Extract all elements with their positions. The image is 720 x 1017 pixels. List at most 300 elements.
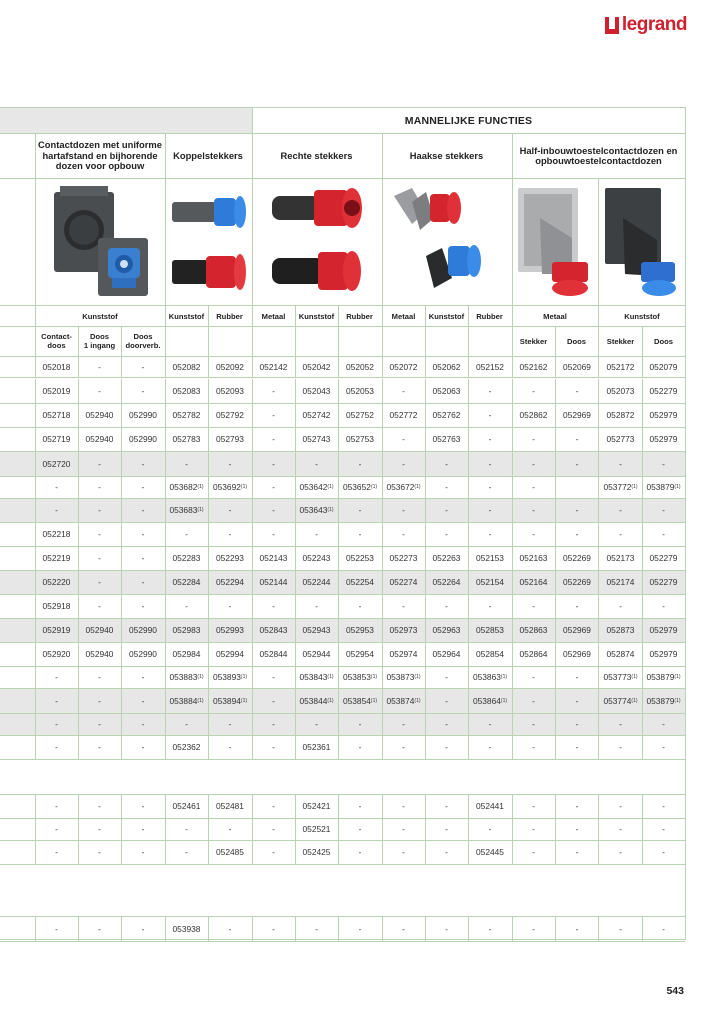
table-cell: 052019: [42, 386, 71, 396]
table-cell: -: [488, 482, 492, 492]
table-cell: 052092: [216, 361, 244, 372]
table-cell: -: [98, 742, 101, 752]
table-cell: -: [141, 386, 145, 396]
material-kunststof-recht: Kunststof: [298, 311, 335, 321]
table-cell: -: [98, 601, 101, 611]
table-cell: 053772 (1): [603, 482, 638, 492]
table-cell: -: [402, 719, 405, 729]
table-cell: -: [662, 801, 665, 811]
table-cell: 052843: [259, 625, 288, 635]
grid-column-line: [512, 326, 513, 356]
table-cell: -: [315, 458, 318, 469]
table-cell: -: [141, 458, 145, 469]
table-cell: -: [272, 529, 275, 539]
table-cell: -: [358, 505, 362, 515]
table-cell: 052844: [259, 649, 288, 659]
table-cell: -: [488, 505, 492, 515]
table-cell: -: [272, 923, 275, 934]
table-cell: 052279: [649, 577, 678, 587]
grid-column-line: [382, 133, 383, 306]
table-cell: 052793: [216, 434, 244, 444]
table-cell: -: [445, 847, 448, 857]
table-cell: -: [532, 386, 535, 396]
image-rechte-stekkers: [252, 178, 381, 305]
grid-column-line: [252, 305, 253, 326]
table-cell: -: [619, 742, 622, 752]
table-cell: 052983: [172, 625, 201, 635]
table-cell: -: [272, 695, 275, 706]
table-cell: -: [488, 923, 492, 934]
table-cell: -: [575, 719, 579, 729]
table-cell: -: [575, 801, 579, 811]
table-cell: -: [55, 719, 58, 729]
table-cell: 052425: [302, 847, 331, 857]
material-metaal-recht: Metaal: [261, 311, 286, 321]
table-cell: 052969: [563, 649, 591, 659]
grid-column-line: [208, 326, 209, 356]
table-cell: 053879 (1): [646, 482, 681, 492]
grid-row-line: [0, 941, 685, 942]
table-cell: 052162: [519, 361, 548, 372]
grid-column-line: [165, 305, 166, 326]
table-cell: -: [488, 410, 492, 420]
table-cell: 053844 (1): [299, 695, 334, 706]
material-kunststof-inbouw: Kunststof: [624, 311, 660, 321]
table-cell: 053894 (1): [212, 695, 248, 706]
table-cell: 052154: [476, 577, 504, 587]
table-cell: 053863 (1): [472, 672, 508, 682]
table-cell: 053879 (1): [646, 672, 681, 682]
table-cell: -: [228, 824, 232, 834]
table-cell: 052273: [389, 553, 418, 563]
table-cell: 052253: [346, 553, 374, 563]
grid-column-line: [468, 305, 469, 326]
grid-column-line: [338, 326, 339, 356]
table-cell: -: [272, 386, 275, 396]
table-cell: -: [358, 824, 362, 834]
image-half-inbouw-metaal: [512, 178, 598, 305]
table-cell: -: [532, 719, 535, 729]
table-cell: 052969: [563, 410, 591, 420]
table-cell: 052742: [302, 410, 331, 420]
table-cell: 052269: [563, 577, 591, 587]
table-cell: -: [272, 742, 275, 752]
table-cell: -: [185, 529, 188, 539]
table-cell: 053642 (1): [299, 482, 334, 492]
material-kunststof-contactdozen: Kunststof: [82, 311, 118, 321]
table-cell: 052944: [302, 649, 331, 659]
table-cell: -: [228, 719, 232, 729]
table-cell: -: [141, 505, 145, 515]
table-cell: 053884 (1): [169, 695, 204, 706]
table-cell: 052864: [519, 649, 548, 659]
table-cell: -: [272, 482, 275, 492]
table-cell: -: [575, 434, 579, 444]
grid-column-line: [468, 326, 469, 356]
table-cell: 052174: [606, 577, 635, 587]
table-cell: 052264: [432, 577, 461, 587]
table-cell: [555, 476, 599, 498]
image-haakse-stekkers: [382, 178, 511, 305]
table-cell: -: [141, 553, 145, 563]
table-cell: -: [532, 434, 535, 444]
group-header-rechte-stekkers: Rechte stekkers: [280, 149, 353, 161]
table-cell: -: [228, 505, 232, 515]
table-cell: 052953: [346, 625, 374, 635]
table-cell: -: [272, 601, 275, 611]
table-cell: -: [272, 824, 275, 834]
table-cell: 052069: [563, 361, 591, 372]
table-cell: 053682 (1): [169, 482, 204, 492]
table-cell: 052485: [216, 847, 244, 857]
table-cell: 052082: [172, 361, 201, 372]
table-cell: -: [619, 601, 622, 611]
table-cell: -: [272, 434, 275, 444]
table-cell: 053672 (1): [386, 482, 421, 492]
table-cell: -: [98, 923, 101, 934]
table-cell: -: [445, 601, 448, 611]
table-cell: -: [272, 672, 275, 682]
table-cell: 052279: [649, 386, 678, 396]
table-cell: 053683 (1): [169, 505, 204, 515]
table-cell: -: [402, 529, 405, 539]
table-cell: -: [402, 824, 405, 834]
table-cell: 052062: [432, 361, 461, 372]
table-cell: -: [98, 482, 101, 492]
table-cell: 053883 (1): [169, 672, 204, 682]
table-cell: -: [358, 847, 362, 857]
table-cell: -: [532, 695, 535, 706]
legrand-logo: [605, 14, 687, 36]
table-cell: -: [575, 923, 579, 934]
table-cell: -: [315, 529, 318, 539]
table-cell: -: [402, 458, 405, 469]
grid-row-line: [0, 759, 685, 760]
table-cell: 052153: [476, 553, 504, 563]
table-cell: -: [315, 923, 318, 934]
table-cell: 052920: [42, 649, 71, 659]
table-cell: 053879 (1): [646, 695, 681, 706]
table-cell: -: [445, 529, 448, 539]
table-cell: 053874 (1): [386, 695, 421, 706]
table-cell: 052954: [346, 649, 374, 659]
table-cell: -: [402, 801, 405, 811]
legrand-logo-mark: [605, 17, 619, 34]
table-cell: 052052: [346, 361, 374, 372]
table-cell: -: [185, 458, 188, 469]
table-cell: -: [141, 361, 145, 372]
table-cell: 052979: [649, 434, 678, 444]
table-cell: -: [358, 601, 362, 611]
table-cell: 052990: [129, 649, 157, 659]
table-cell: 052421: [302, 801, 331, 811]
table-cell: 052173: [606, 553, 635, 563]
table-cell: -: [619, 505, 622, 515]
subheader-contactdoos: Contact- doos: [41, 332, 72, 350]
table-cell: -: [532, 824, 535, 834]
table-cell: -: [575, 458, 579, 469]
table-cell: -: [619, 824, 622, 834]
grid-column-line: [252, 108, 253, 134]
grid-column-line: [598, 305, 599, 326]
material-kunststof-koppel: Kunststof: [168, 311, 205, 321]
table-cell: 052919: [42, 625, 71, 635]
table-cell: -: [55, 923, 58, 934]
grid-row-line: [0, 377, 685, 378]
table-cell: 052143: [259, 553, 288, 563]
table-cell: -: [662, 529, 665, 539]
grid-column-line: [78, 326, 79, 356]
material-metaal-inbouw: Metaal: [543, 311, 567, 321]
table-cell: 052072: [389, 361, 418, 372]
table-cell: 052979: [649, 649, 678, 659]
table-cell: -: [98, 801, 101, 811]
table-cell: 052874: [606, 649, 635, 659]
table-cell: -: [272, 719, 275, 729]
table-cell: 052293: [216, 553, 244, 563]
table-cell: 052219: [42, 553, 71, 563]
table-cell: -: [98, 553, 101, 563]
table-cell: 052093: [216, 386, 244, 396]
table-cell: 052990: [129, 410, 157, 420]
table-cell: 052940: [85, 434, 114, 444]
subheader-doos-metaal: Doos: [567, 336, 586, 346]
table-cell: -: [185, 824, 188, 834]
subheader-doos-doorverb: Doos doorverb.: [125, 332, 161, 350]
grid-column-line: [165, 133, 166, 306]
table-cell: 052990: [129, 434, 157, 444]
table-cell: -: [532, 458, 535, 469]
table-cell: -: [488, 386, 492, 396]
row-shading: [0, 108, 252, 134]
product-reference-table: [0, 107, 686, 940]
table-cell: -: [445, 923, 448, 934]
table-cell: -: [532, 742, 535, 752]
table-cell: 052940: [85, 625, 114, 635]
table-cell: 052220: [42, 577, 71, 587]
table-cell: 052772: [389, 410, 418, 420]
table-cell: 052218: [42, 529, 71, 539]
material-rubber-recht: Rubber: [346, 311, 373, 321]
table-cell: 052284: [172, 577, 201, 587]
table-cell: -: [98, 695, 101, 706]
table-cell: -: [619, 529, 622, 539]
table-cell: -: [575, 672, 579, 682]
table-cell: -: [445, 719, 448, 729]
table-cell: -: [185, 719, 188, 729]
table-cell: -: [662, 824, 665, 834]
table-cell: -: [55, 801, 58, 811]
grid-column-line: [555, 326, 556, 356]
table-cell: 053864 (1): [472, 695, 508, 706]
grid-row-line: [0, 178, 685, 179]
table-cell: 052718: [42, 410, 71, 420]
table-cell: -: [662, 742, 665, 752]
grid-column-line: [121, 326, 122, 356]
table-cell: 053843 (1): [299, 672, 334, 682]
table-cell: 052783: [172, 434, 201, 444]
table-cell: 053643 (1): [299, 505, 334, 515]
table-cell: -: [532, 801, 535, 811]
table-cell: -: [662, 601, 665, 611]
table-cell: -: [141, 923, 145, 934]
table-cell: 052782: [172, 410, 201, 420]
table-cell: 052792: [216, 410, 244, 420]
grid-column-line: [295, 326, 296, 356]
grid-column-line: [208, 305, 209, 326]
table-cell: -: [488, 601, 492, 611]
table-cell: -: [55, 505, 58, 515]
table-cell: 052853: [476, 625, 504, 635]
page-number: 543: [666, 985, 684, 997]
table-cell: -: [141, 719, 145, 729]
table-cell: -: [55, 695, 58, 706]
table-cell: 052918: [42, 601, 71, 611]
table-cell: -: [141, 742, 145, 752]
table-cell: -: [272, 847, 275, 857]
material-rubber-haaks: Rubber: [476, 311, 503, 321]
grid-row-line: [0, 305, 685, 306]
table-cell: -: [402, 601, 405, 611]
table-cell: 052063: [432, 386, 461, 396]
table-cell: 052043: [302, 386, 331, 396]
table-cell: -: [228, 601, 232, 611]
table-cell: 053652 (1): [342, 482, 378, 492]
table-cell: -: [358, 742, 362, 752]
table-cell: 052872: [606, 410, 635, 420]
table-cell: -: [315, 601, 318, 611]
table-cell: -: [575, 847, 579, 857]
table-cell: -: [272, 410, 275, 420]
grid-column-line: [165, 326, 166, 356]
table-cell: -: [315, 719, 318, 729]
table-cell: 052940: [85, 410, 114, 420]
table-cell: 052164: [519, 577, 548, 587]
subheader-doos-1-ingang: Doos 1 ingang: [83, 332, 116, 350]
table-cell: 052362: [172, 742, 201, 752]
table-cell: 052979: [649, 410, 678, 420]
table-cell: 052752: [346, 410, 374, 420]
grid-column-line: [35, 305, 36, 326]
table-cell: -: [445, 742, 448, 752]
table-cell: -: [662, 847, 665, 857]
table-cell: -: [619, 923, 622, 934]
grid-column-line: [598, 178, 599, 306]
table-cell: -: [488, 742, 492, 752]
table-cell: 052719: [42, 434, 71, 444]
table-cell: -: [98, 672, 101, 682]
table-cell: 052254: [346, 577, 374, 587]
table-cell: 052862: [519, 410, 548, 420]
table-cell: -: [185, 601, 188, 611]
image-opbouw-kunststof: [599, 178, 685, 305]
table-cell: 053873 (1): [386, 672, 421, 682]
table-cell: -: [488, 434, 492, 444]
table-cell: 052974: [389, 649, 418, 659]
table-cell: -: [98, 847, 101, 857]
table-cell: 053893 (1): [212, 672, 248, 682]
table-cell: 052773: [606, 434, 635, 444]
table-cell: -: [488, 719, 492, 729]
table-cell: -: [402, 505, 405, 515]
table-cell: 052445: [476, 847, 504, 857]
table-cell: -: [98, 577, 101, 587]
table-cell: -: [55, 672, 58, 682]
table-cell: 052142: [259, 361, 288, 372]
subheader-stekker-kunststof: Stekker: [606, 336, 635, 346]
table-cell: -: [98, 719, 101, 729]
table-cell: 052083: [172, 386, 201, 396]
grid-column-line: [338, 305, 339, 326]
table-cell: 053853 (1): [342, 672, 378, 682]
table-cell: 052294: [216, 577, 244, 587]
table-cell: -: [575, 505, 579, 515]
table-cell: -: [358, 458, 362, 469]
table-cell: -: [445, 672, 448, 682]
table-cell: -: [55, 824, 58, 834]
table-cell: -: [488, 458, 492, 469]
table-cell: -: [402, 847, 405, 857]
table-cell: -: [141, 577, 145, 587]
table-cell: -: [532, 923, 535, 934]
grid-column-line: [425, 326, 426, 356]
table-cell: 052243: [302, 553, 331, 563]
table-cell: 053773 (1): [603, 672, 638, 682]
table-cell: -: [445, 801, 448, 811]
table-cell: 052163: [519, 553, 548, 563]
table-cell: -: [272, 505, 275, 515]
table-cell: 052762: [432, 410, 461, 420]
table-cell: -: [532, 847, 535, 857]
grid-column-line: [642, 326, 643, 356]
table-cell: -: [662, 505, 665, 515]
grid-column-line: [512, 305, 513, 326]
table-cell: 052244: [302, 577, 331, 587]
image-koppelstekkers: [166, 178, 251, 305]
table-cell: 052152: [476, 361, 504, 372]
table-cell: -: [575, 529, 579, 539]
grid-column-line: [598, 326, 599, 356]
group-header-contactdozen: Contactdozen met uniforme hartafstand en bijhorende dozen voor opbouw: [38, 139, 162, 172]
table-cell: -: [532, 672, 535, 682]
table-cell: 052361: [302, 742, 331, 752]
material-rubber-koppel: Rubber: [216, 311, 243, 321]
table-cell: -: [445, 505, 448, 515]
table-cell: 052481: [216, 801, 244, 811]
table-cell: 052990: [129, 625, 157, 635]
table-cell: 052984: [172, 649, 201, 659]
table-cell: -: [619, 719, 622, 729]
table-cell: -: [445, 458, 448, 469]
table-cell: 052279: [649, 553, 678, 563]
table-cell: -: [358, 801, 362, 811]
table-cell: -: [532, 529, 535, 539]
subheader-doos-kunststof: Doos: [654, 336, 673, 346]
table-cell: -: [228, 923, 232, 934]
table-cell: -: [141, 824, 145, 834]
table-cell: -: [532, 505, 535, 515]
table-cell: 052854: [476, 649, 504, 659]
table-cell: -: [141, 529, 145, 539]
grid-column-line: [35, 133, 36, 306]
table-cell: -: [662, 458, 665, 469]
table-cell: 052753: [346, 434, 374, 444]
grid-column-line: [295, 305, 296, 326]
table-cell: 052053: [346, 386, 374, 396]
table-cell: 052994: [216, 649, 244, 659]
table-cell: -: [272, 458, 275, 469]
table-cell: -: [575, 695, 579, 706]
